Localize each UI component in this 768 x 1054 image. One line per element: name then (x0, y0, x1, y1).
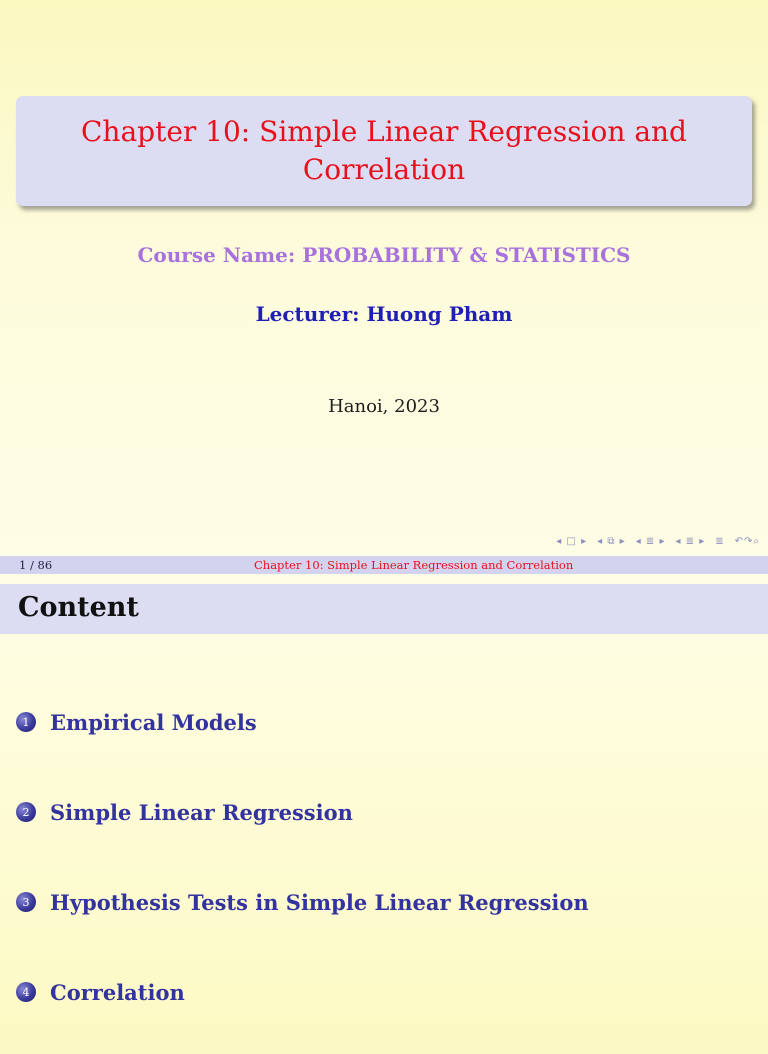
toc-item[interactable] (16, 784, 756, 840)
toc-item[interactable] (16, 874, 756, 930)
nav-section-icon[interactable]: ◂ ≣ ▸ (675, 536, 706, 547)
title-box (16, 96, 752, 206)
toc-item-label[interactable]: Empirical Models (50, 709, 257, 735)
lecturer-name: Lecturer: Huong Pham (255, 302, 513, 326)
beamer-navigation (556, 536, 760, 547)
content-header (0, 584, 768, 634)
nav-align-icon[interactable]: ≣ (715, 536, 725, 547)
toc-item[interactable] (16, 964, 756, 1020)
place-date: Hanoi, 2023 (328, 396, 440, 417)
slide-title: Chapter 10: Simple Linear Regression and Correlation (81, 115, 687, 186)
toc-number-bullet: 1 (16, 712, 36, 732)
table-of-contents (16, 694, 756, 1054)
toc-number-bullet: 2 (16, 802, 36, 822)
nav-subsection-icon[interactable]: ◂ ⧉ ▸ (597, 536, 626, 547)
page-number: 1 / 86 (19, 558, 53, 572)
footer-chapter-title: Chapter 10: Simple Linear Regression and Correlation (254, 558, 574, 572)
content-title: Content (18, 592, 139, 623)
toc-item-label[interactable]: Hypothesis Tests in Simple Linear Regression (50, 889, 589, 915)
course-name: Course Name: PROBABILITY & STATISTICS (137, 243, 631, 267)
footer-bar (0, 556, 768, 574)
toc-item-label[interactable]: Correlation (50, 979, 185, 1005)
nav-section-icon[interactable]: ◂ ≣ ▸ (635, 536, 666, 547)
nav-frame-icon[interactable]: ◂ □ ▸ (556, 536, 588, 547)
toc-number-bullet: 4 (16, 982, 36, 1002)
toc-item[interactable] (16, 694, 756, 750)
nav-search-icon[interactable]: ↶↷⌕ (734, 536, 760, 547)
toc-item-label[interactable]: Simple Linear Regression (50, 799, 353, 825)
toc-number-bullet: 3 (16, 892, 36, 912)
